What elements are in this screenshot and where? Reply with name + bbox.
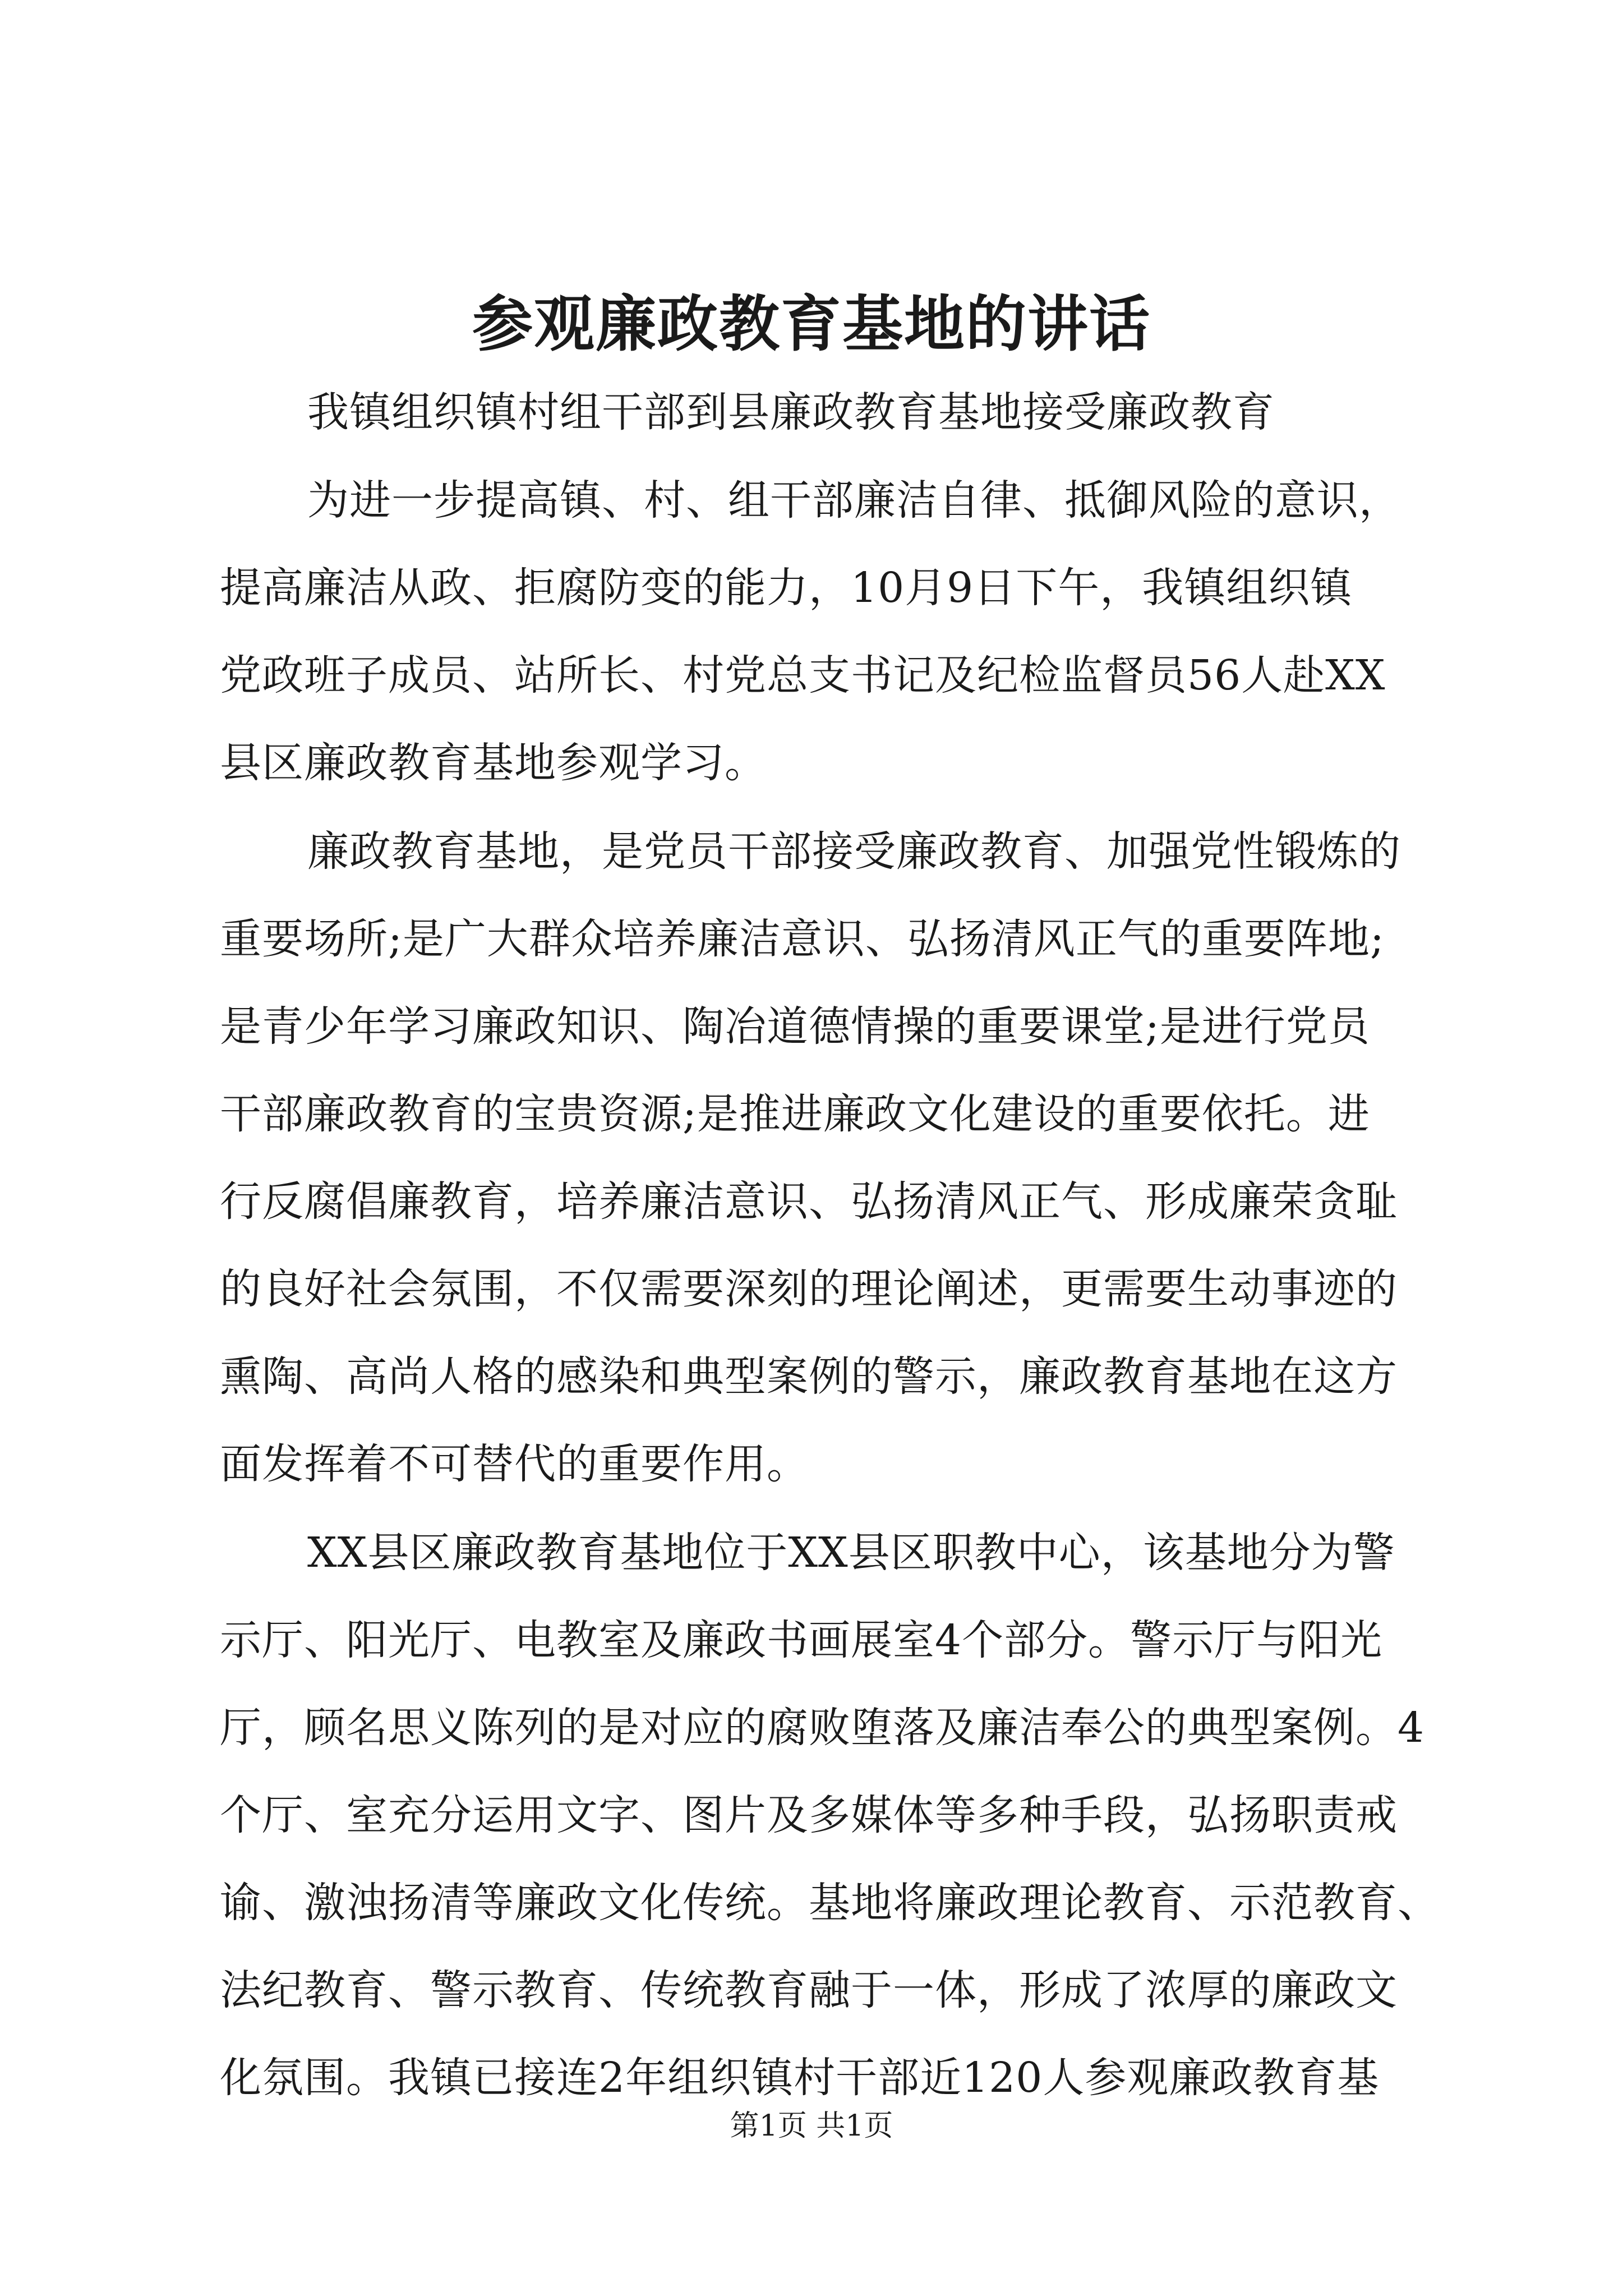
text-line: 面发挥着不可替代的重要作用。 xyxy=(220,1440,809,1488)
text-line: 党政班子成员、站所长、村党总支书记及纪检监督员56人赴XX xyxy=(220,651,1386,700)
text-line: 干部廉政教育的宝贵资源;是推进廉政文化建设的重要依托。进 xyxy=(220,1090,1370,1138)
text-line: 厅，顾名思义陈列的是对应的腐败堕落及廉洁奉公的典型案例。4 xyxy=(220,1704,1425,1752)
text-line: 熏陶、高尚人格的感染和典型案例的警示，廉政教育基地在这方 xyxy=(220,1352,1398,1401)
text-line: 廉政教育基地，是党员干部接受廉政教育、加强党性锻炼的 xyxy=(307,827,1401,876)
text-line: 重要场所;是广大群众培养廉洁意识、弘扬清风正气的重要阵地; xyxy=(220,915,1385,963)
text-line: XX县区廉政教育基地位于XX县区职教中心，该基地分为警 xyxy=(307,1529,1395,1577)
text-line: 法纪教育、警示教育、传统教育融于一体，形成了浓厚的廉政文 xyxy=(220,1966,1398,2014)
text-line: 是青少年学习廉政知识、陶冶道德情操的重要课堂;是进行党员 xyxy=(220,1002,1370,1051)
document-title: 参观廉政教育基地的讲话 xyxy=(472,289,1151,360)
text-line: 示厅、阳光厅、电教室及廉政书画展室4个部分。警示厅与阳光 xyxy=(220,1616,1383,1664)
text-line: 提高廉洁从政、拒腐防变的能力，10月9日下午，我镇组织镇 xyxy=(220,564,1353,612)
subtitle-line: 我镇组织镇村组干部到县廉政教育基地接受廉政教育 xyxy=(307,388,1275,436)
text-line: 化氛围。我镇已接连2年组织镇村干部近120人参观廉政教育基 xyxy=(220,2054,1380,2102)
text-line: 县区廉政教育基地参观学习。 xyxy=(220,739,767,787)
page-footer: 第1页 共1页 xyxy=(730,2109,893,2143)
text-line: 为进一步提高镇、村、组干部廉洁自律、抵御风险的意识， xyxy=(307,476,1401,524)
text-line: 谕、激浊扬清等廉政文化传统。基地将廉政理论教育、示范教育、 xyxy=(220,1879,1440,1927)
text-line: 行反腐倡廉教育，培养廉洁意识、弘扬清风正气、形成廉荣贪耻 xyxy=(220,1177,1398,1226)
text-line: 个厅、室充分运用文字、图片及多媒体等多种手段，弘扬职责戒 xyxy=(220,1791,1398,1839)
text-line: 的良好社会氛围，不仅需要深刻的理论阐述，更需要生动事迹的 xyxy=(220,1265,1398,1313)
